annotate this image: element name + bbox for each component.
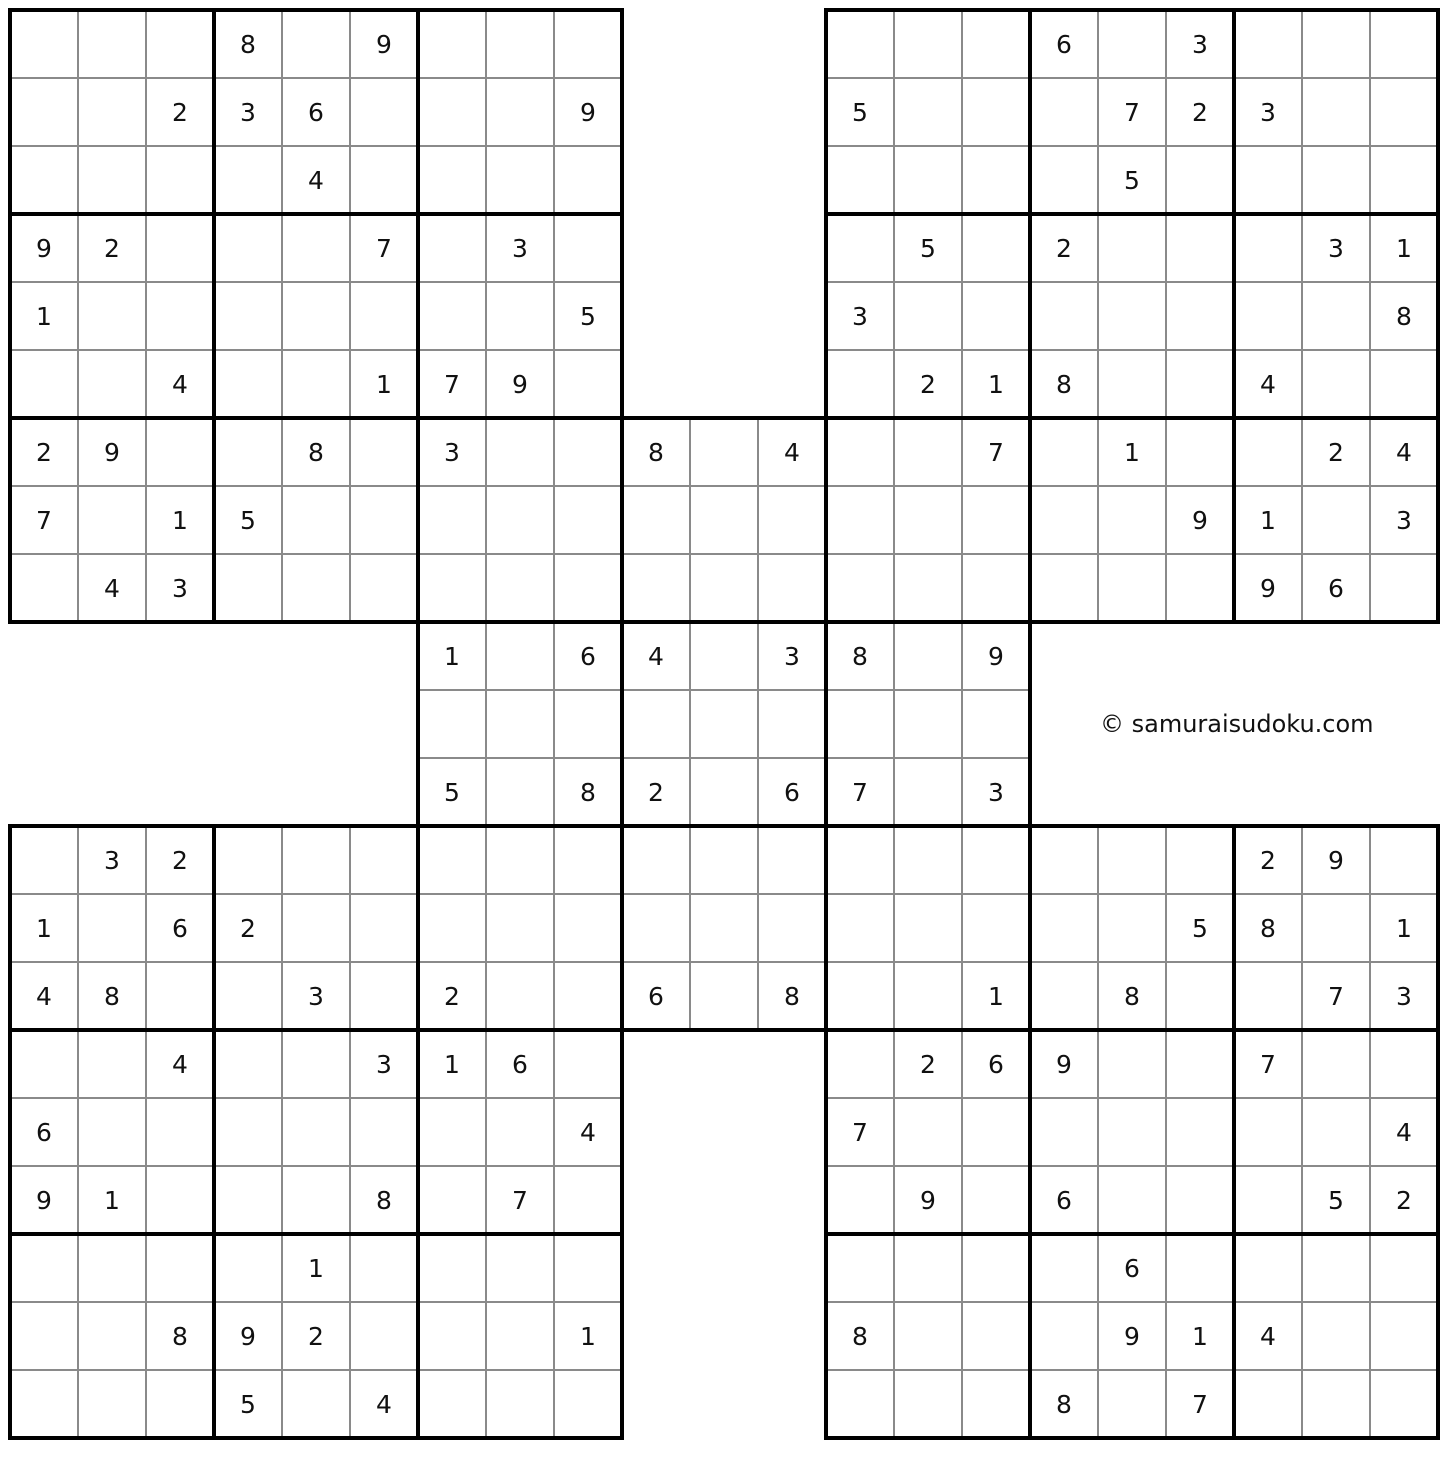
clue-digit: 4 [1260,1322,1276,1351]
clue-digit: 2 [104,234,120,263]
clue-digit: 4 [36,982,52,1011]
clue-digit: 6 [648,982,664,1011]
clue-digit: 3 [104,846,120,875]
clue-digit: 9 [376,30,392,59]
clue-digit: 3 [172,574,188,603]
clue-digit: 2 [1396,1186,1412,1215]
clue-digit: 8 [580,778,596,807]
clue-digit: 7 [512,1186,528,1215]
clue-digit: 6 [1056,1186,1072,1215]
clue-digit: 1 [1124,438,1140,467]
clue-digit: 2 [308,1322,324,1351]
clue-digit: 2 [1056,234,1072,263]
clue-digit: 7 [1124,98,1140,127]
clue-digit: 4 [172,370,188,399]
clue-digit: 1 [580,1322,596,1351]
clue-digit: 3 [1396,982,1412,1011]
clue-digit: 6 [580,642,596,671]
clue-digit: 1 [172,506,188,535]
clue-digit: 1 [1396,234,1412,263]
clue-digit: 1 [988,370,1004,399]
clue-digit: 9 [1124,1322,1140,1351]
clue-digit: 5 [444,778,460,807]
clue-digit: 4 [1260,370,1276,399]
clue-digit: 8 [852,642,868,671]
clue-digit: 4 [1396,1118,1412,1147]
clue-digit: 2 [1260,846,1276,875]
clue-digit: 9 [988,642,1004,671]
clue-digit: 1 [1192,1322,1208,1351]
clue-digit: 7 [1192,1390,1208,1419]
clue-digit: 4 [784,438,800,467]
clue-digit: 2 [1328,438,1344,467]
clue-digit: 4 [308,166,324,195]
clue-digit: 5 [920,234,936,263]
clue-digit: 1 [104,1186,120,1215]
clue-digit: 9 [580,98,596,127]
clue-digit: 8 [376,1186,392,1215]
clue-digit: 6 [784,778,800,807]
clue-digit: 6 [512,1050,528,1079]
clue-digit: 8 [240,30,256,59]
clue-digit: 1 [444,642,460,671]
clue-digit: 8 [1260,914,1276,943]
clue-digit: 1 [1260,506,1276,535]
clue-digit: 8 [104,982,120,1011]
copyright-text: © samuraisudoku.com [1100,710,1374,738]
clue-digit: 3 [1396,506,1412,535]
clue-digit: 9 [1192,506,1208,535]
clue-digit: 5 [852,98,868,127]
clue-digit: 3 [1328,234,1344,263]
clue-digit: 3 [308,982,324,1011]
clue-digit: 1 [444,1050,460,1079]
clue-digit: 2 [444,982,460,1011]
clue-digit: 7 [1328,982,1344,1011]
clue-digit: 7 [852,778,868,807]
clue-digit: 7 [852,1118,868,1147]
clue-digit: 4 [1396,438,1412,467]
clue-digit: 2 [172,98,188,127]
clue-digit: 3 [240,98,256,127]
clue-digit: 5 [1124,166,1140,195]
clue-digit: 4 [172,1050,188,1079]
clue-digit: 3 [784,642,800,671]
clue-digit: 7 [376,234,392,263]
clue-digit: 8 [308,438,324,467]
clue-digit: 6 [988,1050,1004,1079]
clue-digit: 9 [1056,1050,1072,1079]
clue-digit: 5 [240,506,256,535]
clue-digit: 3 [852,302,868,331]
clue-digit: 4 [648,642,664,671]
clue-digit: 3 [376,1050,392,1079]
clue-digit: 1 [36,914,52,943]
clue-digit: 8 [1396,302,1412,331]
clue-digit: 2 [172,846,188,875]
clue-digit: 6 [1124,1254,1140,1283]
clue-digit: 7 [444,370,460,399]
clue-digit: 9 [104,438,120,467]
clue-digit: 9 [240,1322,256,1351]
clue-digit: 1 [36,302,52,331]
clue-digit: 2 [36,438,52,467]
clue-digit: 4 [580,1118,596,1147]
clue-digit: 5 [240,1390,256,1419]
clue-digit: 9 [36,1186,52,1215]
clue-digit: 1 [988,982,1004,1011]
clue-digit: 7 [36,506,52,535]
clue-digit: 8 [1056,370,1072,399]
clue-digit: 7 [988,438,1004,467]
clue-digit: 8 [852,1322,868,1351]
clue-digit: 2 [920,370,936,399]
clue-digit: 9 [920,1186,936,1215]
clue-digit: 8 [172,1322,188,1351]
clue-digit: 3 [1192,30,1208,59]
clue-digit: 8 [648,438,664,467]
clue-digit: 4 [104,574,120,603]
clue-digit: 8 [1124,982,1140,1011]
clue-digit: 1 [376,370,392,399]
clue-digit: 6 [308,98,324,127]
clue-digit: 2 [240,914,256,943]
clue-digit: 4 [376,1390,392,1419]
clue-digit: 6 [1056,30,1072,59]
clue-digit: 1 [308,1254,324,1283]
clue-digit: 9 [1260,574,1276,603]
clue-digit: 3 [512,234,528,263]
clue-digit: 5 [1328,1186,1344,1215]
clue-digit: 3 [988,778,1004,807]
clue-digit: 8 [784,982,800,1011]
clue-digit: 3 [444,438,460,467]
clue-digit: 2 [1192,98,1208,127]
clue-digit: 6 [36,1118,52,1147]
clue-digit: 7 [1260,1050,1276,1079]
clue-digit: 6 [172,914,188,943]
clue-digit: 2 [920,1050,936,1079]
clue-digit: 8 [1056,1390,1072,1419]
clue-digit: 2 [648,778,664,807]
clue-digit: 5 [1192,914,1208,943]
clue-digit: 3 [1260,98,1276,127]
clue-digit: 1 [1396,914,1412,943]
clue-digit: 9 [512,370,528,399]
clue-digit: 9 [1328,846,1344,875]
clue-digit: 6 [1328,574,1344,603]
clue-digit: 5 [580,302,596,331]
clue-digit: 9 [36,234,52,263]
